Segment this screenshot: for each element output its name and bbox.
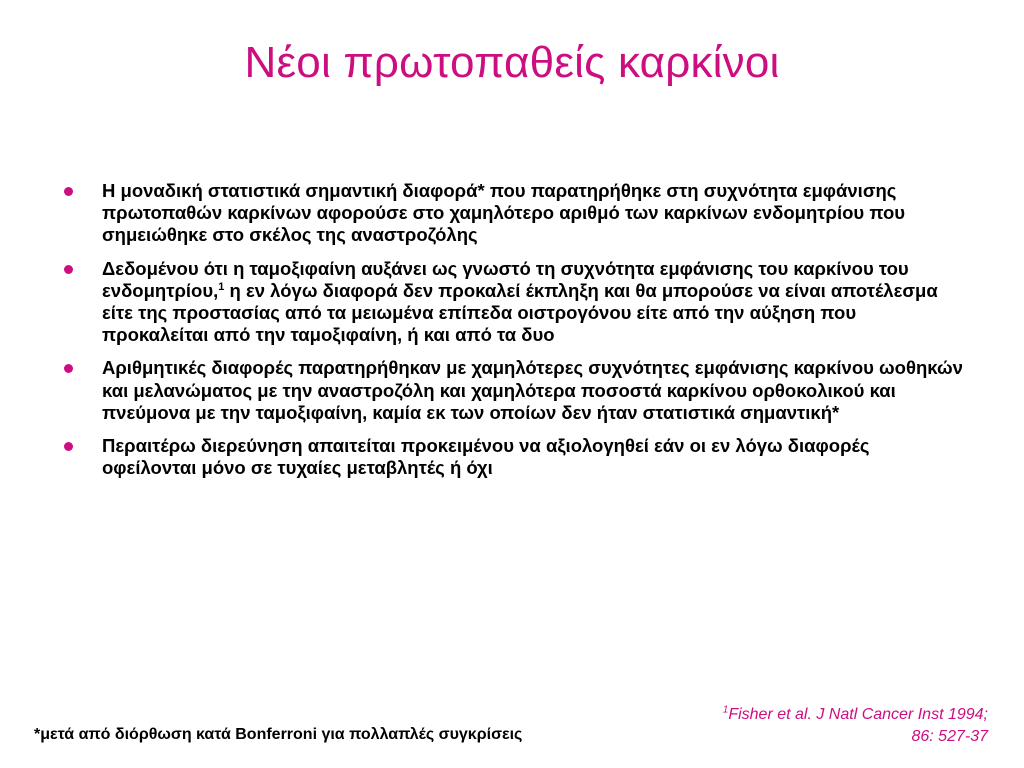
citation-superscript: 1 — [218, 280, 225, 293]
reference-superscript: 1 — [722, 704, 729, 716]
page-title: Νέοι πρωτοπαθείς καρκίνοι — [244, 38, 780, 87]
bullet-item — [64, 357, 964, 424]
bullet-text: Η μοναδική στατιστικά σημαντική διαφορά* που παρατηρήθηκε στη συχνότητα εμφάνισης πρωτοπαθών καρκίνων αφορούσε στο χαμηλότερο αριθμό των καρκίνων ενδομητρίου που σημειώθηκε στο σκέλος της αναστροζόλης — [102, 180, 906, 246]
bullet-text: Αριθμητικές διαφορές παρατηρήθηκαν με χαμηλότερες συχνότητες εμφάνισης καρκίνου ωοθηκών και μελανώματος με την αναστροζόλη και χαμηλότερα ποσοστά καρκίνου ορθοκολικού και πνεύμονα με την ταμοξιφαίνη, καμία εκ των οποίων δεν ήταν στατιστικά σημαντική* — [102, 357, 963, 423]
bullet-item — [64, 180, 964, 247]
bullet-dot-icon — [64, 364, 73, 373]
bullet-text: Δεδομένου ότι η ταμοξιφαίνη αυξάνει ως γνωστό τη συχνότητα εμφάνισης του καρκίνου του ενδομητρίου, — [102, 257, 909, 301]
reference-citation — [723, 704, 988, 748]
bullet-list — [64, 180, 964, 490]
bullet-dot-icon — [64, 187, 73, 196]
bullet-dot-icon — [64, 265, 73, 274]
bullet-text: Περαιτέρω διερεύνηση απαιτείται προκειμένου να αξιολογηθεί εάν οι εν λόγω διαφορές οφείλονται μόνο σε τυχαίες μεταβλητές ή όχι — [102, 435, 870, 479]
reference-line-1 — [723, 704, 988, 726]
footnote: *μετά από διόρθωση κατά Bonferroni για πολλαπλές συγκρίσεις — [34, 726, 523, 743]
bullet-item — [64, 258, 964, 347]
bullet-dot-icon — [64, 442, 73, 451]
bullet-text-continued: η εν λόγω διαφορά δεν προκαλεί έκπληξη και θα μπορούσε να είναι αποτέλεσμα είτε της προστασίας από τα μειωμένα επίπεδα οιστρογόνου είτε από την αύξηση που προκαλείται από την ταμοξιφαίνη, ή και από τα δυο — [102, 279, 938, 346]
reference-line-2: 86: 527-37 — [911, 728, 988, 745]
reference-text-1: Fisher et al. J Natl Cancer Inst 1994; — [728, 706, 988, 723]
bullet-item — [64, 435, 964, 479]
